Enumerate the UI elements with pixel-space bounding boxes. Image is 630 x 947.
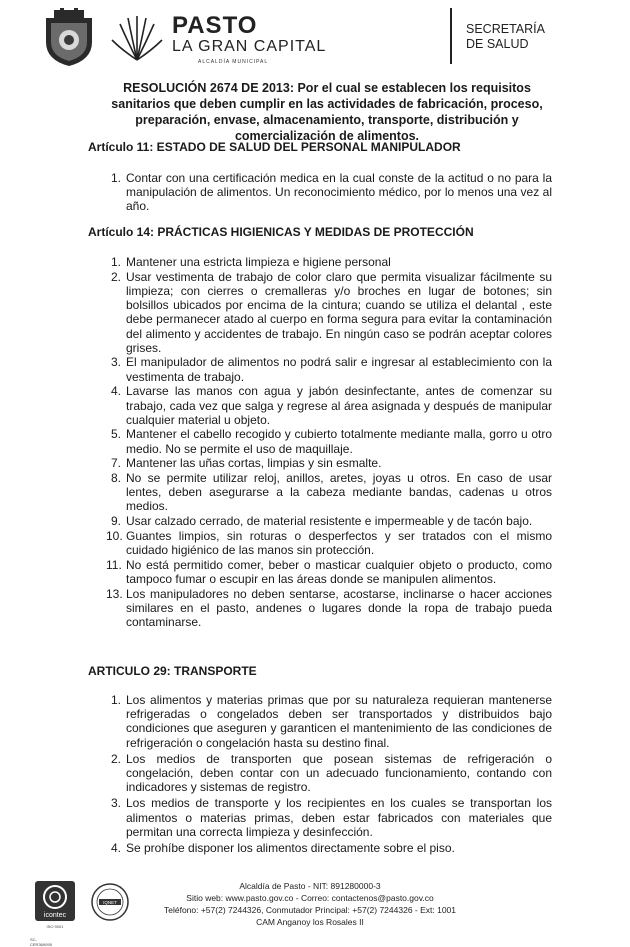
list-item-number: 3.: [110, 796, 121, 811]
list-item-number: 1.: [110, 255, 121, 269]
list-item-text: Mantener una estricta limpieza e higiene personal: [126, 255, 391, 269]
letterhead: [0, 0, 630, 74]
icontec-label: icontec: [43, 912, 67, 919]
list-item: [106, 752, 552, 795]
list-item-text: Se prohíbe disponer los alimentos directamente sobre el piso.: [126, 841, 455, 856]
list-item-number: 9.: [110, 514, 121, 529]
department-label: [466, 22, 545, 52]
list-item: [106, 171, 552, 214]
brand-name: PASTO: [172, 12, 258, 39]
list-item: [106, 255, 552, 269]
list-item-number: 2.: [110, 751, 121, 766]
list-item: [106, 587, 552, 630]
department-line-1: SECRETARÍA: [466, 22, 545, 36]
article-29-heading: ARTICULO 29: TRANSPORTE: [88, 664, 257, 678]
lotus-logo-icon: [110, 12, 164, 64]
list-item: [106, 384, 552, 427]
list-item-number: 5.: [110, 427, 121, 442]
list-item-text: No se permite utilizar reloj, anillos, aretes, joyas u otros. En caso de usar lentes, deben asegurarse a la cabeza mediante bandas, cadenas u otros medios.: [126, 471, 552, 514]
article-11-list: [106, 171, 552, 214]
list-item-text: Contar con una certificación medica en la cual conste de la actitud o no para la manipulación de alimentos. Un reconocimiento médico, por lo menos una vez al año.: [126, 171, 552, 214]
list-item-text: Guantes limpios, sin roturas o desperfectos y ser tratados con el mismo cuidado higiénico de las manos sin protección.: [126, 528, 552, 558]
list-item-text: Lavarse las manos con agua y jabón desinfectante, antes de comenzar su trabajo, cada vez que salga y regrese al área asignada y después de manipular cualquier material u objeto.: [126, 384, 552, 427]
footer-line-phone: Teléfono: +57(2) 7244326, Conmutador Principal: +57(2) 7244326 - Ext: 1001: [163, 905, 457, 915]
list-item-text: El manipulador de alimentos no podrá salir e ingresar al establecimiento con la vestimenta de trabajo.: [126, 355, 552, 384]
footer-line-nit: Alcaldía de Pasto - NIT: 891280000-3: [239, 881, 381, 891]
certificate-code: SC-CER369095: [30, 937, 52, 947]
article-14-list: [106, 255, 552, 630]
list-item: [106, 456, 552, 470]
iso-label: ISO 9001: [46, 924, 64, 929]
brand-subtitle: LA GRAN CAPITAL: [172, 38, 327, 55]
header-divider: [450, 8, 452, 64]
list-item-text: No está permitido comer, beber o masticar cualquier objeto o producto, como tampoco fumar o escupir en las áreas donde se manipulen alimentos.: [126, 557, 552, 586]
list-item: [106, 471, 552, 514]
list-item: [106, 270, 552, 355]
list-item: [106, 558, 552, 586]
article-14-heading: Artículo 14: PRÁCTICAS HIGIENICAS Y MEDIDAS DE PROTECCIÓN: [88, 225, 474, 239]
list-item-number: 13.: [106, 586, 123, 601]
iqnet-label: IQNET: [103, 900, 117, 905]
list-item: [106, 514, 552, 528]
list-item-text: Los manipuladores no deben sentarse, acostarse, inclinarse o hacer acciones similares en el pasto, andenes o lugares donde la ropa de trabajo pueda contaminarse.: [126, 586, 552, 630]
list-item-number: 4.: [110, 384, 121, 399]
list-item-number: 1.: [110, 693, 121, 707]
list-item-number: 1.: [110, 171, 121, 185]
list-item-number: 3.: [110, 355, 121, 370]
footer-line-address: CAM Anganoy los Rosales II: [256, 917, 364, 927]
list-item: [106, 529, 552, 557]
resolution-title: RESOLUCIÓN 2674 DE 2013: Por el cual se establecen los requisitos sanitarios que deben cumplir en las actividades de fabricación, proceso, preparación, envase, almacenamiento, transporte, distribución y comercialización de alimentos.: [111, 81, 543, 143]
list-item: [106, 693, 552, 750]
list-item-text: Usar calzado cerrado, de material resistente e impermeable y de tacón bajo.: [126, 514, 533, 529]
footer-contact: [120, 880, 500, 928]
article-29-list: [106, 693, 552, 857]
icontec-certification-icon: [34, 880, 76, 922]
list-item-text: Los alimentos y materias primas que por su naturaleza requieran mantenerse refrigeradas o congelados deben ser transportados y distribuidos bajo condiciones que aseguren y garanticen el mantenimiento de las condiciones de refrigeración o congelación hasta su destino final.: [126, 693, 552, 750]
list-item-text: Mantener las uñas cortas, limpias y sin esmalte.: [126, 456, 382, 471]
list-item-number: 4.: [110, 841, 121, 856]
list-item: [106, 796, 552, 839]
brand-tagline: ALCALDÍA MUNICIPAL: [198, 59, 269, 65]
list-item-text: Los medios de transporte y los recipientes en los cuales se transportan los alimentos o materias primas, deben estar fabricados con materiales que permitan una correcta limpieza y desinfección.: [126, 796, 552, 839]
list-item-number: 7.: [110, 456, 121, 471]
list-item-number: 8.: [110, 471, 121, 486]
list-item: [106, 427, 552, 455]
list-item-text: Mantener el cabello recogido y cubierto totalmente mediante malla, gorro u otro medio. No se permite el uso de maquillaje.: [126, 427, 552, 456]
list-item-number: 2.: [110, 269, 121, 284]
list-item: [106, 355, 552, 383]
list-item-text: Usar vestimenta de trabajo de color claro que permita visualizar fácilmente su limpieza; con cierres o cremalleras y/o broches en lugar de botones; sin bolsillos ubicados por encima de la cintura; cuando se utiliza el delantal , este debe permanecer atado al cuerpo en forma segura para evitar la contaminación del alimento y accidentes de trabajo. En ningún caso se podrán aceptar colores grises.: [126, 269, 552, 355]
list-item-text: Los medios de transporten que posean sistemas de refrigeración o congelación, deben contar con un adecuado funcionamiento, contando con indicadores y sistemas de registro.: [126, 751, 552, 795]
list-item: [106, 841, 552, 855]
coat-of-arms-icon: [40, 8, 98, 68]
list-item-number: 10.: [106, 528, 123, 543]
department-line-2: DE SALUD: [466, 37, 529, 51]
article-11-heading: Artículo 11: ESTADO DE SALUD DEL PERSONAL MANIPULADOR: [88, 140, 461, 154]
footer-line-web: Sitio web: www.pasto.gov.co - Correo: contactenos@pasto.gov.co: [186, 893, 434, 903]
list-item-number: 11.: [106, 557, 122, 572]
